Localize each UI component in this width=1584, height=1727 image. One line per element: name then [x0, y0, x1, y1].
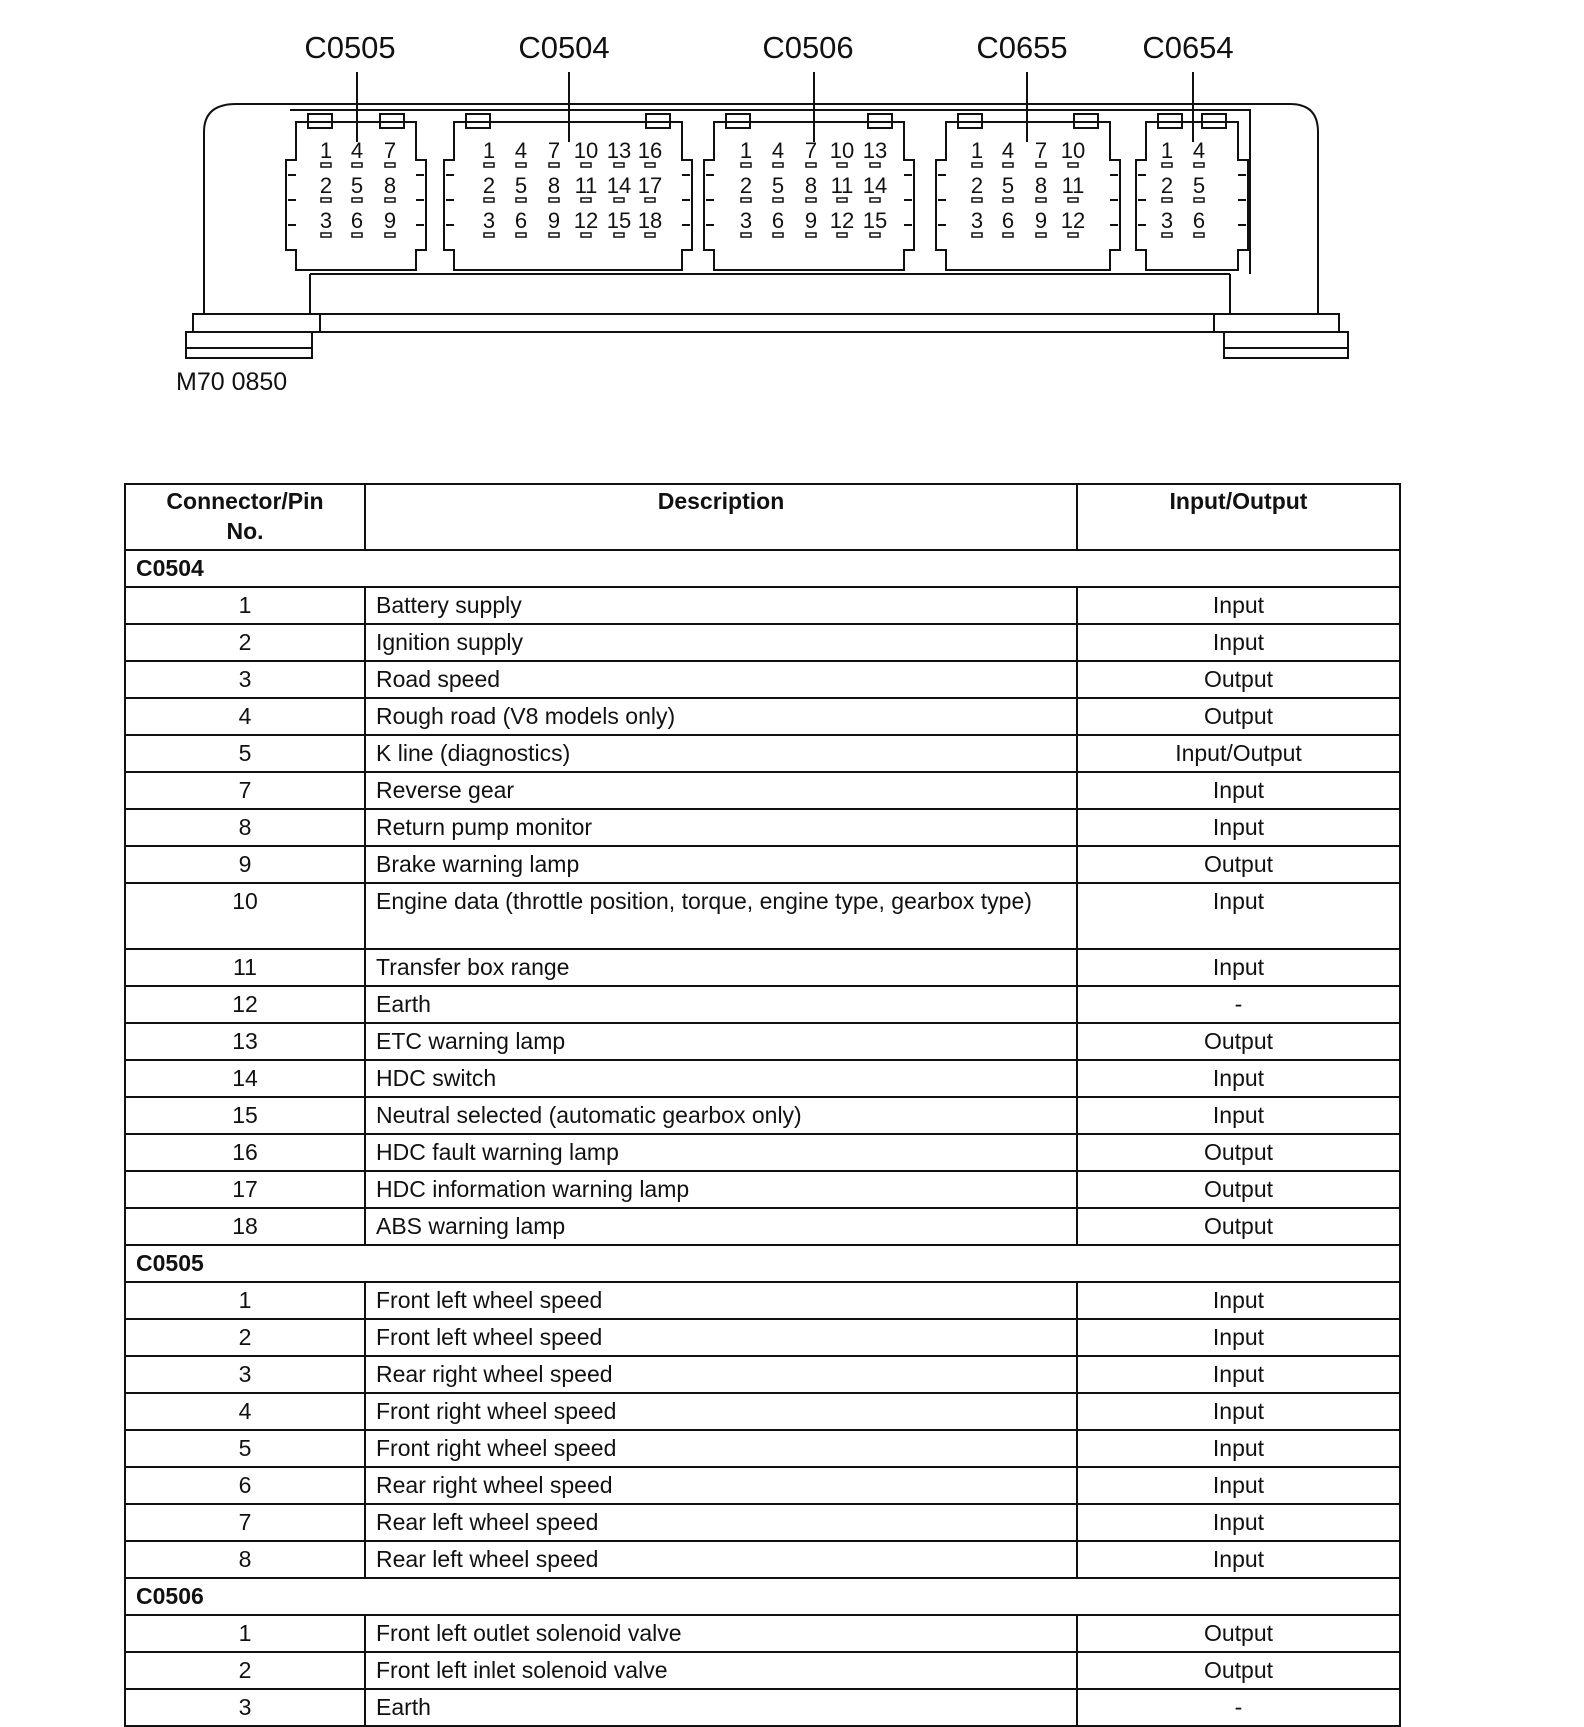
pin-terminal — [1003, 163, 1013, 167]
description-cell: Engine data (throttle position, torque, engine type, gearbox type) — [365, 883, 1077, 949]
pin-terminal — [870, 198, 880, 202]
header-pin-line1: Connector/Pin — [166, 488, 324, 514]
pin-number: 15 — [606, 208, 632, 233]
input-output-cell: Input — [1077, 883, 1400, 949]
pin-number: 5 — [1192, 173, 1206, 198]
pin-terminal — [972, 163, 982, 167]
pin-terminal — [1068, 163, 1078, 167]
connector-label: C0506 — [762, 30, 854, 65]
description-cell: Front right wheel speed — [365, 1430, 1077, 1467]
table-row — [125, 587, 1400, 624]
pin-terminal — [352, 198, 362, 202]
pin-number: 13 — [606, 138, 632, 163]
table-row — [125, 883, 1400, 949]
table-row — [125, 1356, 1400, 1393]
header-pin-line2: No. — [226, 518, 264, 544]
pin-terminal — [581, 163, 591, 167]
pin-number: 5 — [350, 173, 364, 198]
pin-number: 10 — [829, 138, 855, 163]
pin-terminal — [549, 198, 559, 202]
table-row — [125, 809, 1400, 846]
table-row — [125, 1097, 1400, 1134]
connector-label: C0655 — [976, 30, 1068, 65]
pin-number: 1 — [319, 138, 333, 163]
pin-terminal — [837, 233, 847, 237]
pin-terminal — [837, 198, 847, 202]
pin-terminal — [645, 163, 655, 167]
table-row — [125, 1393, 1400, 1430]
pin-terminal — [806, 198, 816, 202]
pin-terminal — [645, 198, 655, 202]
input-output-cell: Output — [1077, 1208, 1400, 1245]
pin-number: 2 — [739, 173, 753, 198]
pin-terminal — [1068, 198, 1078, 202]
pin-number: 1 — [1160, 138, 1174, 163]
description-cell: Front right wheel speed — [365, 1393, 1077, 1430]
pin-number: 9 — [383, 208, 397, 233]
pin-number: 7 — [1034, 138, 1048, 163]
description-cell: Rear left wheel speed — [365, 1541, 1077, 1578]
connector-c0505 — [286, 30, 426, 270]
pin-terminal — [837, 163, 847, 167]
input-output-cell: Input — [1077, 1097, 1400, 1134]
description-cell: Brake warning lamp — [365, 846, 1077, 883]
pin-number-cell: 15 — [125, 1097, 365, 1134]
pin-number: 6 — [514, 208, 528, 233]
pin-number: 18 — [637, 208, 663, 233]
pin-terminal — [549, 233, 559, 237]
pin-number: 7 — [804, 138, 818, 163]
pinout-table — [124, 483, 1401, 1727]
table-row — [125, 698, 1400, 735]
pin-number: 14 — [862, 173, 888, 198]
input-output-cell: Output — [1077, 698, 1400, 735]
description-cell: Earth — [365, 1689, 1077, 1726]
connector-c0654 — [1136, 30, 1248, 270]
pin-terminal — [741, 163, 751, 167]
pin-number-cell: 12 — [125, 986, 365, 1023]
section-connector-label: C0505 — [125, 1245, 1400, 1282]
pin-number: 7 — [547, 138, 561, 163]
input-output-cell: Input — [1077, 1356, 1400, 1393]
pin-terminal — [1162, 233, 1172, 237]
table-row — [125, 1282, 1400, 1319]
pinout-body — [125, 550, 1400, 1726]
input-output-cell: Input/Output — [1077, 735, 1400, 772]
header-connector-pin — [125, 484, 365, 550]
section-row-c0506 — [125, 1578, 1400, 1615]
section-row-c0504 — [125, 550, 1400, 587]
table-row — [125, 735, 1400, 772]
pin-number: 11 — [574, 173, 598, 198]
pin-terminal — [321, 233, 331, 237]
description-cell: HDC switch — [365, 1060, 1077, 1097]
input-output-cell: Input — [1077, 1467, 1400, 1504]
table-row — [125, 1652, 1400, 1689]
pin-terminal — [870, 163, 880, 167]
pin-terminal — [516, 233, 526, 237]
table-row — [125, 772, 1400, 809]
header-description: Description — [365, 484, 1077, 550]
description-cell: K line (diagnostics) — [365, 735, 1077, 772]
pin-number-cell: 4 — [125, 698, 365, 735]
pin-number: 3 — [1160, 208, 1174, 233]
table-row — [125, 1615, 1400, 1652]
table-row — [125, 846, 1400, 883]
pin-terminal — [1194, 233, 1204, 237]
table-row — [125, 1060, 1400, 1097]
pin-number-cell: 5 — [125, 735, 365, 772]
connector-label: C0504 — [518, 30, 610, 65]
pin-number: 6 — [350, 208, 364, 233]
description-cell: Front left wheel speed — [365, 1319, 1077, 1356]
description-cell: Rear right wheel speed — [365, 1356, 1077, 1393]
figure-id: M70 0850 — [176, 368, 288, 396]
pin-number-cell: 1 — [125, 1615, 365, 1652]
pin-number-cell: 3 — [125, 661, 365, 698]
input-output-cell: Input — [1077, 1282, 1400, 1319]
description-cell: HDC information warning lamp — [365, 1171, 1077, 1208]
pin-number: 4 — [1001, 138, 1015, 163]
input-output-cell: Input — [1077, 1319, 1400, 1356]
pin-number: 4 — [771, 138, 785, 163]
pin-number: 3 — [482, 208, 496, 233]
description-cell: Return pump monitor — [365, 809, 1077, 846]
connector-body — [936, 122, 1120, 270]
connector-c0504 — [444, 30, 692, 270]
pin-number-cell: 11 — [125, 949, 365, 986]
pin-terminal — [773, 233, 783, 237]
input-output-cell: Output — [1077, 661, 1400, 698]
pin-number: 12 — [1060, 208, 1086, 233]
pin-number: 9 — [1034, 208, 1048, 233]
pin-terminal — [614, 198, 624, 202]
pin-number: 4 — [350, 138, 364, 163]
pin-number: 12 — [829, 208, 855, 233]
pin-number-cell: 6 — [125, 1467, 365, 1504]
description-cell: Earth — [365, 986, 1077, 1023]
pin-number-cell: 2 — [125, 1319, 365, 1356]
input-output-cell: Output — [1077, 1023, 1400, 1060]
pin-terminal — [581, 198, 591, 202]
input-output-cell: Input — [1077, 1541, 1400, 1578]
pin-number: 10 — [573, 138, 599, 163]
description-cell: Ignition supply — [365, 624, 1077, 661]
table-row — [125, 1689, 1400, 1726]
pin-terminal — [773, 163, 783, 167]
pin-number-cell: 7 — [125, 1504, 365, 1541]
pin-number-cell: 10 — [125, 883, 365, 949]
pin-terminal — [1194, 163, 1204, 167]
pin-number-cell: 8 — [125, 1541, 365, 1578]
pin-number: 13 — [862, 138, 888, 163]
pin-terminal — [1036, 163, 1046, 167]
pin-terminal — [773, 198, 783, 202]
description-cell: Rough road (V8 models only) — [365, 698, 1077, 735]
pin-number-cell: 7 — [125, 772, 365, 809]
pin-terminal — [614, 163, 624, 167]
pin-terminal — [385, 198, 395, 202]
pin-terminal — [1162, 198, 1172, 202]
table-row — [125, 949, 1400, 986]
section-connector-label: C0506 — [125, 1578, 1400, 1615]
pin-terminal — [1036, 198, 1046, 202]
pin-terminal — [741, 198, 751, 202]
pin-number: 2 — [482, 173, 496, 198]
pin-number-cell: 14 — [125, 1060, 365, 1097]
ecu-connector-diagram — [0, 0, 1584, 400]
pin-terminal — [806, 163, 816, 167]
input-output-cell: - — [1077, 986, 1400, 1023]
pin-number: 8 — [547, 173, 561, 198]
input-output-cell: Output — [1077, 1134, 1400, 1171]
pin-number: 3 — [319, 208, 333, 233]
pin-number: 5 — [1001, 173, 1015, 198]
table-row — [125, 661, 1400, 698]
pin-number: 2 — [319, 173, 333, 198]
description-cell: ETC warning lamp — [365, 1023, 1077, 1060]
pin-terminal — [1162, 163, 1172, 167]
connector-c0506 — [704, 30, 914, 270]
pin-terminal — [385, 233, 395, 237]
pin-number: 1 — [482, 138, 496, 163]
input-output-cell: Input — [1077, 1060, 1400, 1097]
description-cell: Front left inlet solenoid valve — [365, 1652, 1077, 1689]
pin-number: 17 — [637, 173, 663, 198]
input-output-cell: Output — [1077, 1615, 1400, 1652]
input-output-cell: Input — [1077, 587, 1400, 624]
pin-number-cell: 2 — [125, 624, 365, 661]
input-output-cell: Input — [1077, 949, 1400, 986]
pin-terminal — [484, 163, 494, 167]
pin-number: 16 — [637, 138, 663, 163]
pin-number: 1 — [970, 138, 984, 163]
input-output-cell: Output — [1077, 846, 1400, 883]
description-cell: Road speed — [365, 661, 1077, 698]
pin-number-cell: 8 — [125, 809, 365, 846]
section-row-c0505 — [125, 1245, 1400, 1282]
pin-number: 7 — [383, 138, 397, 163]
table-row — [125, 1208, 1400, 1245]
pin-terminal — [972, 198, 982, 202]
table-header-row — [125, 484, 1400, 550]
pin-number: 8 — [804, 173, 818, 198]
pin-number: 6 — [1192, 208, 1206, 233]
pin-number-cell: 16 — [125, 1134, 365, 1171]
input-output-cell: Output — [1077, 1171, 1400, 1208]
pin-number: 11 — [1061, 173, 1085, 198]
pin-terminal — [352, 163, 362, 167]
description-cell: HDC fault warning lamp — [365, 1134, 1077, 1171]
pin-terminal — [549, 163, 559, 167]
pin-number: 1 — [739, 138, 753, 163]
pin-number: 15 — [862, 208, 888, 233]
pin-number-cell: 2 — [125, 1652, 365, 1689]
table-row — [125, 986, 1400, 1023]
table-row — [125, 1430, 1400, 1467]
description-cell: Rear right wheel speed — [365, 1467, 1077, 1504]
pin-terminal — [806, 233, 816, 237]
description-cell: Transfer box range — [365, 949, 1077, 986]
input-output-cell: Input — [1077, 1430, 1400, 1467]
pin-terminal — [385, 163, 395, 167]
pin-number: 3 — [739, 208, 753, 233]
description-cell: Battery supply — [365, 587, 1077, 624]
pin-terminal — [1068, 233, 1078, 237]
pin-terminal — [972, 233, 982, 237]
pin-number: 4 — [1192, 138, 1206, 163]
pin-number: 2 — [970, 173, 984, 198]
table-row — [125, 1171, 1400, 1208]
connector-label: C0654 — [1142, 30, 1234, 65]
pin-number: 8 — [383, 173, 397, 198]
pin-number: 10 — [1060, 138, 1086, 163]
pin-number: 9 — [804, 208, 818, 233]
pin-terminal — [1194, 198, 1204, 202]
pin-number: 2 — [1160, 173, 1174, 198]
pin-number-cell: 13 — [125, 1023, 365, 1060]
pin-terminal — [321, 163, 331, 167]
input-output-cell: Input — [1077, 624, 1400, 661]
pin-number: 14 — [606, 173, 632, 198]
pin-number-cell: 4 — [125, 1393, 365, 1430]
pin-number: 9 — [547, 208, 561, 233]
pin-number-cell: 17 — [125, 1171, 365, 1208]
table-row — [125, 1023, 1400, 1060]
connector-c0655 — [936, 30, 1120, 270]
pin-number: 5 — [514, 173, 528, 198]
input-output-cell: - — [1077, 1689, 1400, 1726]
pin-terminal — [321, 198, 331, 202]
pin-number-cell: 5 — [125, 1430, 365, 1467]
pin-terminal — [870, 233, 880, 237]
description-cell: Reverse gear — [365, 772, 1077, 809]
pin-number: 3 — [970, 208, 984, 233]
input-output-cell: Output — [1077, 1652, 1400, 1689]
input-output-cell: Input — [1077, 809, 1400, 846]
pin-terminal — [741, 233, 751, 237]
pin-number: 5 — [771, 173, 785, 198]
pin-number-cell: 1 — [125, 587, 365, 624]
pin-terminal — [484, 233, 494, 237]
pin-number: 11 — [830, 173, 854, 198]
pin-terminal — [352, 233, 362, 237]
description-cell: Front left wheel speed — [365, 1282, 1077, 1319]
pin-number: 6 — [771, 208, 785, 233]
pin-number: 12 — [573, 208, 599, 233]
pin-terminal — [645, 233, 655, 237]
description-cell: ABS warning lamp — [365, 1208, 1077, 1245]
connector-label: C0505 — [304, 30, 396, 65]
table-row — [125, 624, 1400, 661]
description-cell: Rear left wheel speed — [365, 1504, 1077, 1541]
pin-number: 6 — [1001, 208, 1015, 233]
section-connector-label: C0504 — [125, 550, 1400, 587]
table-row — [125, 1134, 1400, 1171]
pin-number-cell: 9 — [125, 846, 365, 883]
pin-terminal — [484, 198, 494, 202]
table-row — [125, 1504, 1400, 1541]
pin-terminal — [1003, 198, 1013, 202]
pin-terminal — [1036, 233, 1046, 237]
input-output-cell: Input — [1077, 1504, 1400, 1541]
pin-terminal — [1003, 233, 1013, 237]
pin-number-cell: 3 — [125, 1689, 365, 1726]
pin-terminal — [516, 198, 526, 202]
input-output-cell: Input — [1077, 772, 1400, 809]
description-cell: Neutral selected (automatic gearbox only) — [365, 1097, 1077, 1134]
pin-number-cell: 3 — [125, 1356, 365, 1393]
table-row — [125, 1319, 1400, 1356]
input-output-cell: Input — [1077, 1393, 1400, 1430]
pin-number-cell: 1 — [125, 1282, 365, 1319]
header-input-output: Input/Output — [1077, 484, 1400, 550]
pin-number: 8 — [1034, 173, 1048, 198]
pin-terminal — [516, 163, 526, 167]
table-row — [125, 1467, 1400, 1504]
pin-number-cell: 18 — [125, 1208, 365, 1245]
pin-terminal — [581, 233, 591, 237]
pin-number: 4 — [514, 138, 528, 163]
pin-terminal — [614, 233, 624, 237]
description-cell: Front left outlet solenoid valve — [365, 1615, 1077, 1652]
table-row — [125, 1541, 1400, 1578]
